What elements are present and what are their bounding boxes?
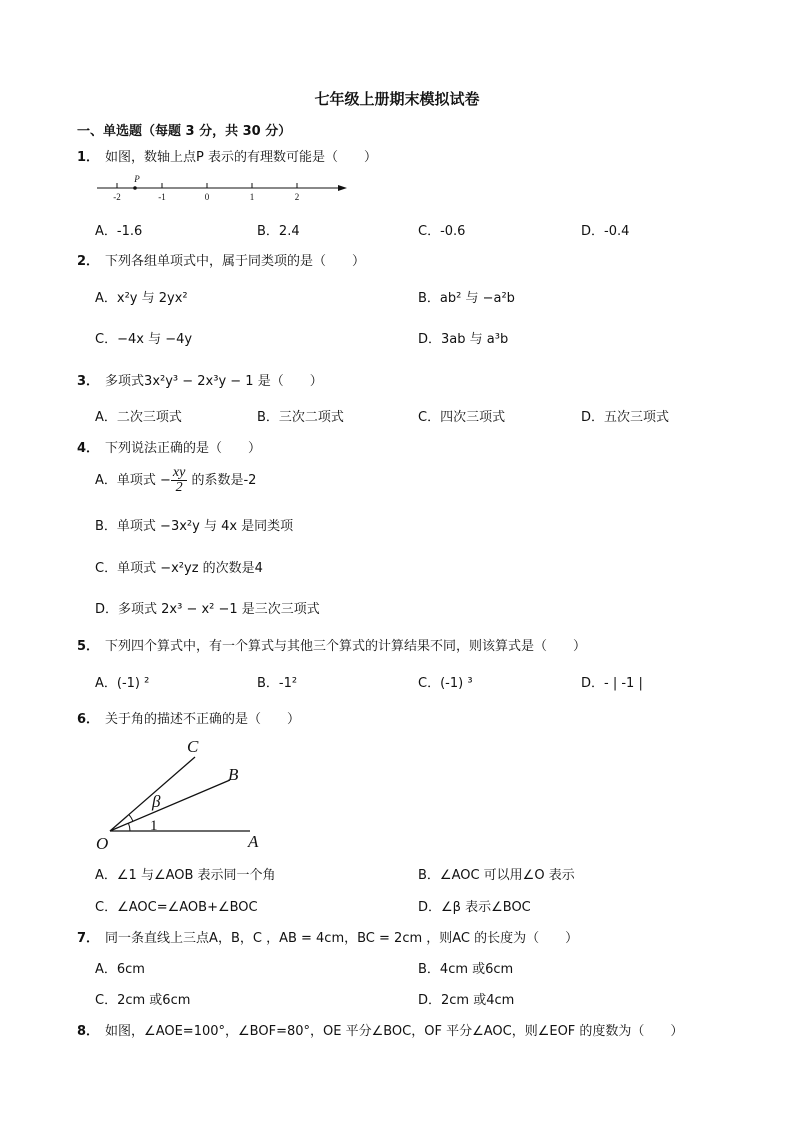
question-number: 4．: [77, 441, 100, 456]
option-d[interactable]: D．2cm 或4cm: [418, 993, 515, 1008]
question-8: [77, 1020, 683, 1039]
point-p: [133, 186, 137, 190]
option-b[interactable]: B．单项式 −3x²y 与 4x 是同类项: [95, 519, 294, 534]
question-5: [77, 635, 586, 654]
option-d[interactable]: D．-0.4: [581, 224, 630, 239]
option-c[interactable]: C．单项式 −x²yz 的次数是4: [95, 561, 263, 576]
question-6: [77, 708, 300, 727]
option-b[interactable]: B．2.4: [257, 224, 300, 239]
option-c[interactable]: C．-0.6: [418, 224, 466, 239]
question-number: 5．: [77, 639, 100, 654]
option-d[interactable]: D．3ab 与 a³b: [418, 332, 509, 347]
question-text: 关于角的描述不正确的是（ ）: [105, 712, 301, 727]
tick-label: 0: [204, 192, 210, 202]
question-text: 如图，∠AOE=100°，∠BOF=80°，OE 平分∠BOC，OF 平分∠AOC，则∠EOF 的度数为（ ）: [105, 1024, 684, 1039]
point-p-label: P: [134, 174, 140, 184]
ray-ob: [110, 780, 230, 831]
option-c[interactable]: C．∠AOC=∠AOB+∠BOC: [95, 900, 258, 915]
question-4: [77, 437, 261, 456]
option-b[interactable]: B．ab² 与 −a²b: [418, 291, 515, 306]
question-number: 6．: [77, 712, 100, 727]
point-a-label: A: [248, 832, 259, 851]
question-number: 3．: [77, 374, 100, 389]
point-o-label: O: [96, 834, 109, 853]
question-text: 多项式3x²y³ − 2x³y − 1 是（ ）: [105, 374, 323, 389]
option-a[interactable]: A．6cm: [95, 962, 145, 977]
option-a[interactable]: A．二次三项式: [95, 410, 182, 425]
question-text: 如图，数轴上点P 表示的有理数可能是（ ）: [105, 150, 378, 165]
angle-1-arc: [128, 823, 130, 831]
section-heading: 一、单选题（每题 3 分，共 30 分）: [77, 124, 292, 139]
point-b-label: B: [228, 765, 239, 784]
number-line-figure: [95, 173, 355, 205]
tick-label: 1: [249, 192, 255, 202]
option-d[interactable]: D．∠β 表示∠BOC: [418, 900, 531, 915]
option-b[interactable]: B．-1²: [257, 676, 298, 691]
option-a[interactable]: A．-1.6: [95, 224, 143, 239]
option-a[interactable]: A．(-1) ²: [95, 676, 150, 691]
option-a-prefix: A．单项式 −: [95, 473, 171, 488]
fraction-denominator: 2: [175, 480, 183, 495]
fraction: [171, 466, 187, 495]
option-a-suffix: 的系数是-2: [187, 473, 257, 488]
option-a[interactable]: A．x²y 与 2yx²: [95, 291, 188, 306]
question-text: 下列四个算式中，有一个算式与其他三个算式的计算结果不同，则该算式是（ ）: [105, 639, 587, 654]
option-a[interactable]: [95, 466, 256, 495]
option-c[interactable]: C．2cm 或6cm: [95, 993, 191, 1008]
axis-arrow-icon: [338, 185, 347, 191]
tick-label: -1: [158, 192, 166, 202]
option-d[interactable]: D．多项式 2x³ − x² −1 是三次三项式: [95, 602, 320, 617]
option-c[interactable]: C．−4x 与 −4y: [95, 332, 193, 347]
question-1: [77, 146, 377, 165]
question-text: 同一条直线上三点A，B，C ，AB = 4cm，BC = 2cm ，则AC 的长度为（ ）: [105, 931, 579, 946]
question-number: 7．: [77, 931, 100, 946]
point-c-label: C: [187, 737, 199, 756]
option-b[interactable]: B．4cm 或6cm: [418, 962, 514, 977]
angle-1-label: 1: [150, 818, 158, 834]
question-number: 2．: [77, 254, 100, 269]
question-number: 8．: [77, 1024, 100, 1039]
beta-label: β: [152, 792, 161, 811]
question-3: [77, 370, 323, 389]
question-number: 1．: [77, 150, 100, 165]
option-b[interactable]: B．∠AOC 可以用∠O 表示: [418, 868, 575, 883]
fraction-numerator: xy: [172, 465, 186, 480]
option-d[interactable]: D．- | -1 |: [581, 676, 643, 691]
tick-label: 2: [294, 192, 300, 202]
question-2: [77, 250, 365, 269]
option-b[interactable]: B．三次二项式: [257, 410, 344, 425]
angle-beta-arc: [129, 815, 133, 822]
option-d[interactable]: D．五次三项式: [581, 410, 670, 425]
option-c[interactable]: C．四次三项式: [418, 410, 506, 425]
angle-figure: [90, 732, 280, 856]
question-text: 下列说法正确的是（ ）: [105, 441, 262, 456]
page-title: 七年级上册期末模拟试卷: [314, 90, 480, 108]
option-a[interactable]: A．∠1 与∠AOB 表示同一个角: [95, 868, 276, 883]
option-c[interactable]: C．(-1) ³: [418, 676, 473, 691]
question-text: 下列各组单项式中，属于同类项的是（ ）: [105, 254, 366, 269]
question-7: [77, 927, 578, 946]
tick-label: -2: [113, 192, 121, 202]
